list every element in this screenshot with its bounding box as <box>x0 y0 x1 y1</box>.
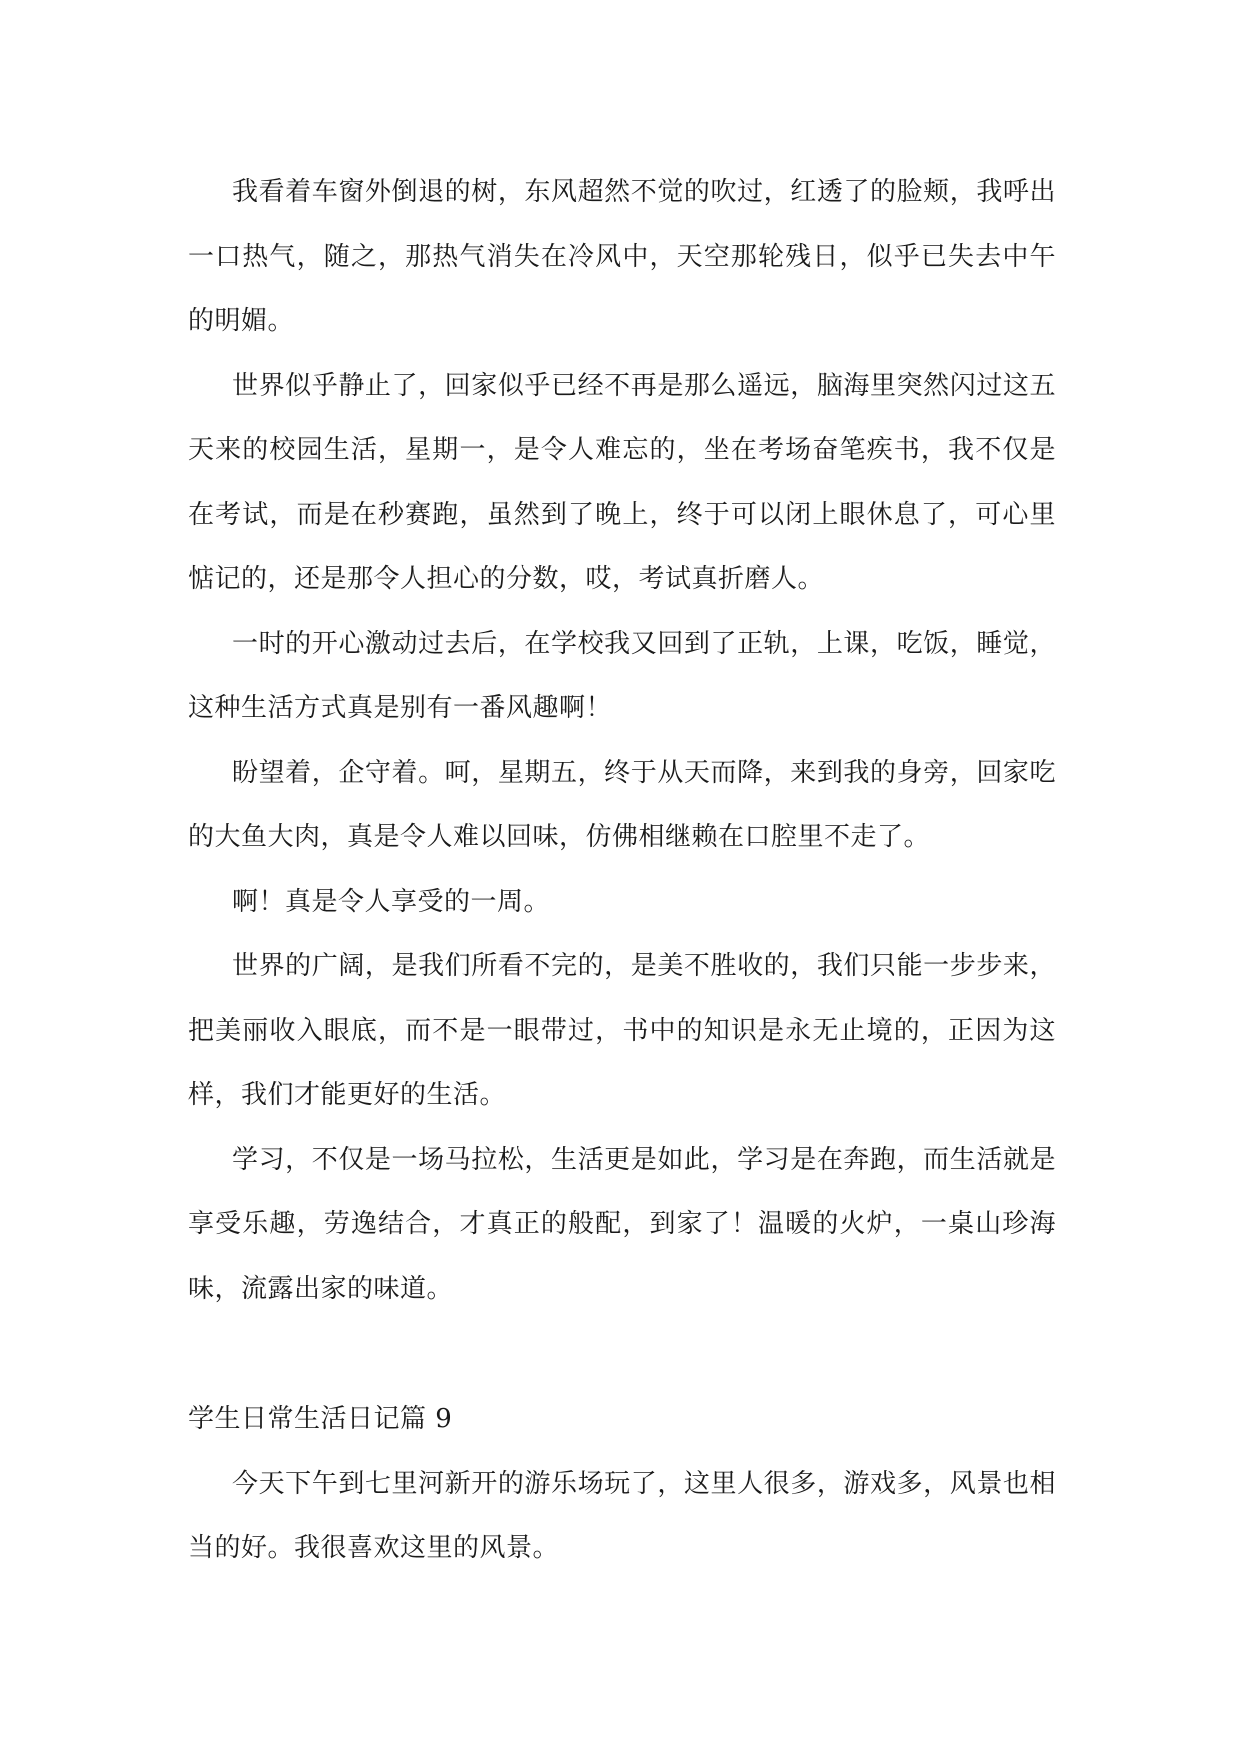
paragraph-4: 盼望着，企守着。呵，星期五，终于从天而降，来到我的身旁，回家吃的大鱼大肉，真是令人难以回味，仿佛相继赖在口腔里不走了。 <box>188 757 1056 852</box>
paragraph-7: 学习，不仅是一场马拉松，生活更是如此，学习是在奔跑，而生活就是享受乐趣，劳逸结合，才真正的般配，到家了！温暖的火炉，一桌山珍海味，流露出家的味道。 <box>188 1144 1056 1304</box>
paragraph-3: 一时的开心激动过去后，在学校我又回到了正轨，上课，吃饭，睡觉，这种生活方式真是别有一番风趣啊！ <box>188 628 1056 723</box>
paragraph-5: 啊！真是令人享受的一周。 <box>232 886 551 917</box>
section-title: 学生日常生活日记篇 9 <box>188 1404 453 1434</box>
paragraph-8: 今天下午到七里河新开的游乐场玩了，这里人很多，游戏多，风景也相当的好。我很喜欢这里的风景。 <box>188 1468 1056 1563</box>
document-page <box>188 160 1056 1581</box>
paragraph-1: 我看着车窗外倒退的树，东风超然不觉的吹过，红透了的脸颊，我呼出一口热气，随之，那热气消失在冷风中，天空那轮残日，似乎已失去中午的明媚。 <box>188 177 1056 336</box>
paragraph-2: 世界似乎静止了，回家似乎已经不再是那么遥远，脑海里突然闪过这五天来的校园生活，星期一，是令人难忘的，坐在考场奋笔疾书，我不仅是在考试，而是在秒赛跑，虽然到了晚上，终于可以闭上眼休息了，可心里惦记的，还是那令人担心的分数，哎，考试真折磨人。 <box>188 370 1056 594</box>
paragraph-6: 世界的广阔，是我们所看不完的，是美不胜收的，我们只能一步步来，把美丽收入眼底，而不是一眼带过，书中的知识是永无止境的，正因为这样，我们才能更好的生活。 <box>188 951 1056 1110</box>
